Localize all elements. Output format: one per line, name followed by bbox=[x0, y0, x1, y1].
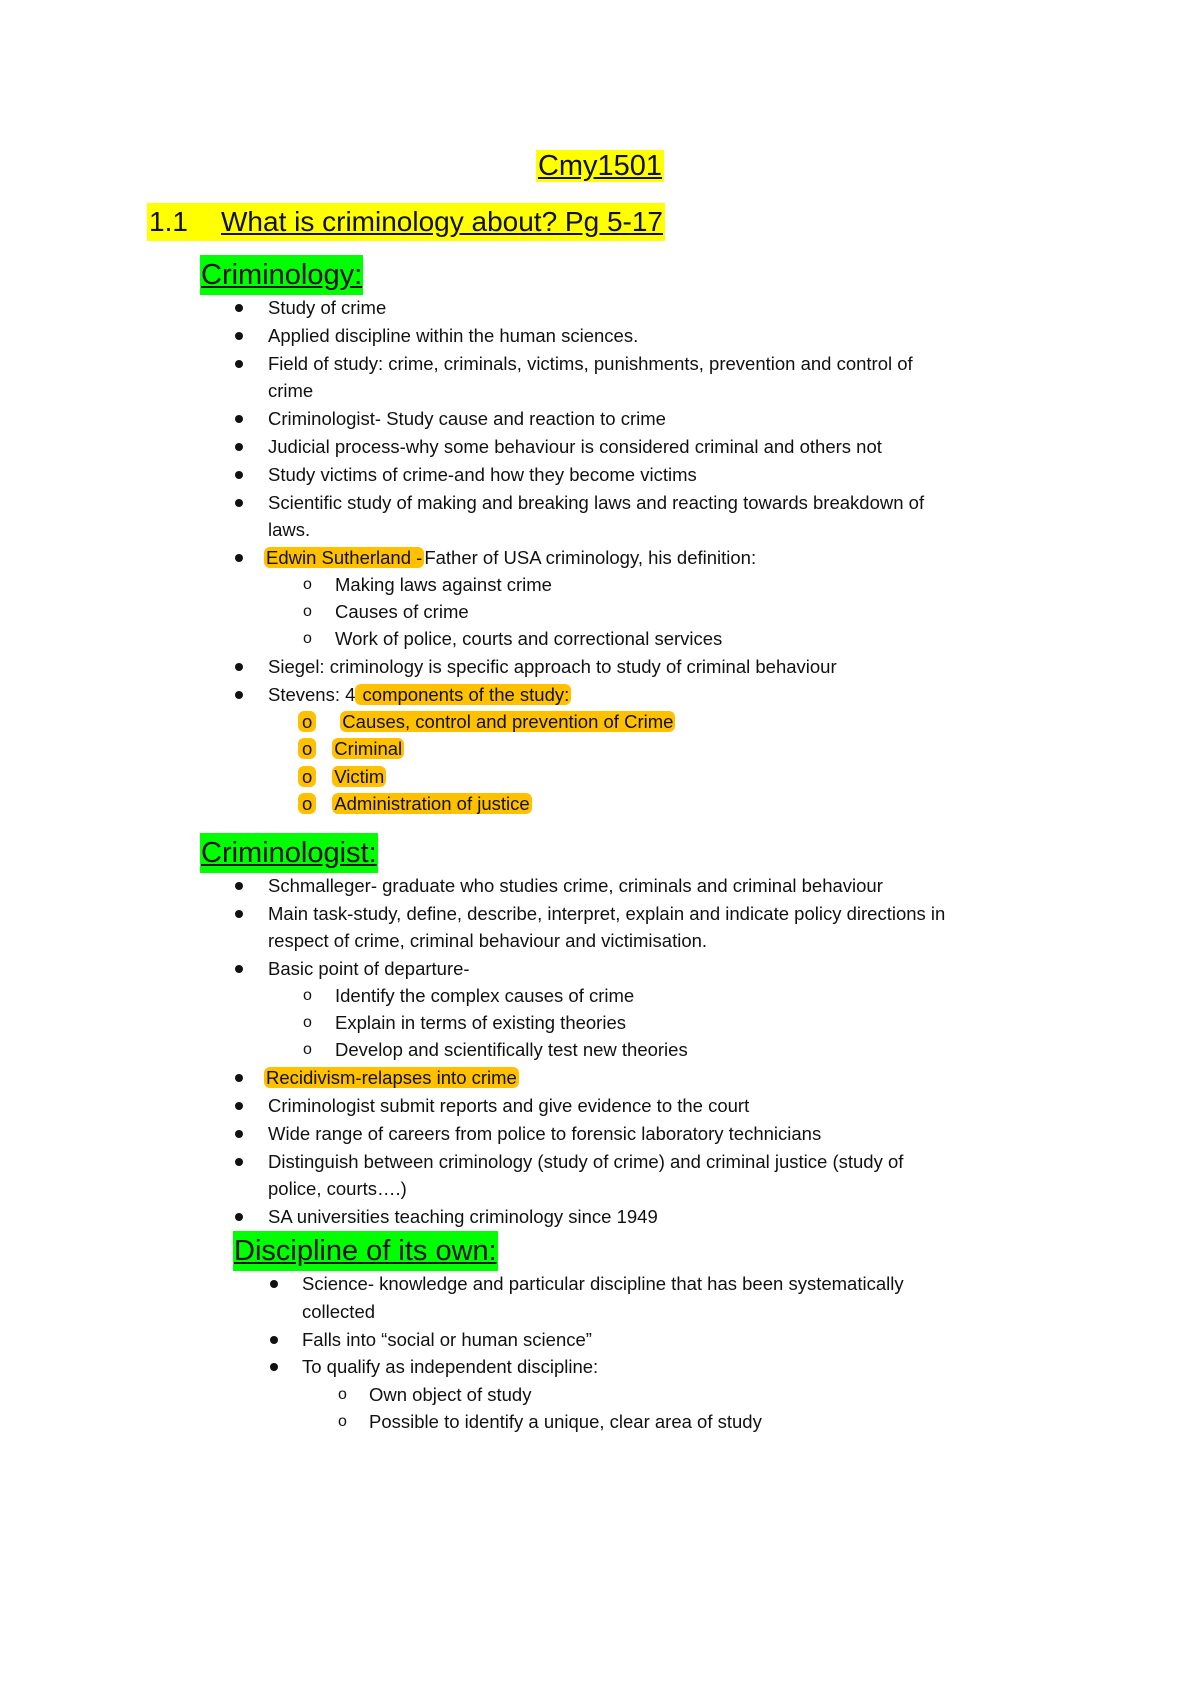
sub-bullet-icon: o bbox=[298, 766, 316, 787]
document-title-text: Cmy1501 bbox=[537, 150, 663, 182]
sub-list-item: Identify the complex causes of crime bbox=[335, 985, 635, 1006]
section-number: 1.1 bbox=[149, 206, 188, 237]
sub-bullet-icon: o bbox=[303, 1014, 312, 1031]
list-item-continuation: crime bbox=[268, 380, 314, 401]
bullet-icon bbox=[235, 360, 243, 368]
list-item: Study of crime bbox=[268, 297, 387, 318]
bullet-icon bbox=[235, 663, 243, 671]
sub-bullet-icon: o bbox=[303, 987, 312, 1004]
list-item: Distinguish between criminology (study of crime) and criminal justice (study of bbox=[268, 1151, 904, 1172]
section-title: What is criminology about? Pg 5-17 bbox=[221, 206, 663, 237]
sub-list-item: Making laws against crime bbox=[335, 574, 552, 595]
list-item: Criminologist submit reports and give evidence to the court bbox=[268, 1095, 750, 1116]
sub-list-item: Causes of crime bbox=[335, 601, 469, 622]
list-item: Scientific study of making and breaking laws and reacting towards breakdown of bbox=[268, 492, 925, 513]
list-item: Falls into “social or human science” bbox=[302, 1329, 592, 1350]
list-item-continuation: respect of crime, criminal behaviour and victimisation. bbox=[268, 930, 708, 951]
discipline-heading: Discipline of its own: bbox=[233, 1231, 498, 1271]
bullet-icon bbox=[235, 471, 243, 479]
bullet-icon bbox=[235, 691, 243, 699]
bullet-icon bbox=[235, 415, 243, 423]
highlighted-sub-item bbox=[298, 789, 532, 819]
list-item-continuation: police, courts….) bbox=[268, 1178, 407, 1199]
list-item-sutherland bbox=[264, 543, 756, 573]
list-item: Science- knowledge and particular discipline that has been systematically bbox=[302, 1273, 904, 1294]
list-item: Criminologist- Study cause and reaction to crime bbox=[268, 408, 666, 429]
list-item: Field of study: crime, criminals, victims, punishments, prevention and control of bbox=[268, 353, 913, 374]
highlighted-sub-item bbox=[298, 762, 386, 792]
bullet-icon bbox=[235, 910, 243, 918]
sub-list-item: Develop and scientifically test new theories bbox=[335, 1039, 688, 1060]
sub-list-item: Criminal bbox=[334, 738, 403, 759]
list-item: Judicial process-why some behaviour is considered criminal and others not bbox=[268, 436, 882, 457]
sub-list-item: Administration of justice bbox=[334, 793, 530, 814]
bullet-icon bbox=[270, 1336, 278, 1344]
sub-bullet-icon: o bbox=[303, 630, 312, 647]
sutherland-definition: Father of USA criminology, his definition: bbox=[424, 547, 757, 568]
list-item-stevens bbox=[268, 680, 571, 710]
sub-bullet-icon: o bbox=[298, 793, 316, 814]
bullet-icon bbox=[235, 443, 243, 451]
sub-list-item: Causes, control and prevention of Crime bbox=[342, 711, 674, 732]
sub-bullet-icon: o bbox=[303, 576, 312, 593]
sub-bullet-icon: o bbox=[298, 711, 316, 732]
bullet-icon bbox=[235, 882, 243, 890]
criminology-heading: Criminology: bbox=[200, 255, 363, 295]
bullet-icon bbox=[235, 499, 243, 507]
sub-bullet-icon: o bbox=[303, 603, 312, 620]
list-item-continuation: laws. bbox=[268, 519, 311, 540]
bullet-icon bbox=[235, 1102, 243, 1110]
sutherland-highlight: Edwin Sutherland - bbox=[266, 547, 423, 568]
bullet-icon bbox=[235, 965, 243, 973]
list-item: SA universities teaching criminology since 1949 bbox=[268, 1206, 658, 1227]
recidivism-highlight: Recidivism-relapses into crime bbox=[266, 1067, 517, 1088]
list-item: Schmalleger- graduate who studies crime, criminals and criminal behaviour bbox=[268, 875, 883, 896]
bullet-icon bbox=[270, 1280, 278, 1288]
bullet-icon bbox=[235, 332, 243, 340]
list-item: Basic point of departure- bbox=[268, 958, 470, 979]
sub-list-item: Explain in terms of existing theories bbox=[335, 1012, 626, 1033]
bullet-icon bbox=[235, 1213, 243, 1221]
bullet-icon bbox=[235, 554, 243, 562]
stevens-prefix: Stevens: 4 bbox=[268, 684, 356, 705]
sub-bullet-icon: o bbox=[303, 1041, 312, 1058]
sub-list-item: Own object of study bbox=[369, 1384, 532, 1405]
list-item: Siegel: criminology is specific approach to study of criminal behaviour bbox=[268, 656, 837, 677]
bullet-icon bbox=[235, 1130, 243, 1138]
bullet-icon bbox=[270, 1363, 278, 1371]
bullet-icon bbox=[235, 1158, 243, 1166]
bullet-icon bbox=[235, 1074, 243, 1082]
list-item-recidivism bbox=[264, 1063, 519, 1093]
bullet-icon bbox=[235, 304, 243, 312]
list-item: Main task-study, define, describe, interpret, explain and indicate policy directions in bbox=[268, 903, 946, 924]
list-item-continuation: collected bbox=[302, 1301, 376, 1322]
list-item: Applied discipline within the human sciences. bbox=[268, 325, 639, 346]
sub-bullet-icon: o bbox=[338, 1386, 347, 1403]
section-heading bbox=[147, 203, 665, 241]
stevens-highlight: components of the study: bbox=[357, 684, 570, 705]
sub-list-item: Victim bbox=[334, 766, 385, 787]
sub-bullet-icon: o bbox=[338, 1413, 347, 1430]
document-title bbox=[0, 146, 1200, 186]
sub-list-item: Possible to identify a unique, clear area of study bbox=[369, 1411, 762, 1432]
list-item: Study victims of crime-and how they become victims bbox=[268, 464, 697, 485]
highlighted-sub-item bbox=[298, 734, 404, 764]
criminologist-heading: Criminologist: bbox=[200, 833, 378, 873]
highlighted-sub-item bbox=[298, 707, 675, 737]
list-item: To qualify as independent discipline: bbox=[302, 1356, 599, 1377]
sub-list-item: Work of police, courts and correctional services bbox=[335, 628, 723, 649]
list-item: Wide range of careers from police to forensic laboratory technicians bbox=[268, 1123, 822, 1144]
sub-bullet-icon: o bbox=[298, 738, 316, 759]
